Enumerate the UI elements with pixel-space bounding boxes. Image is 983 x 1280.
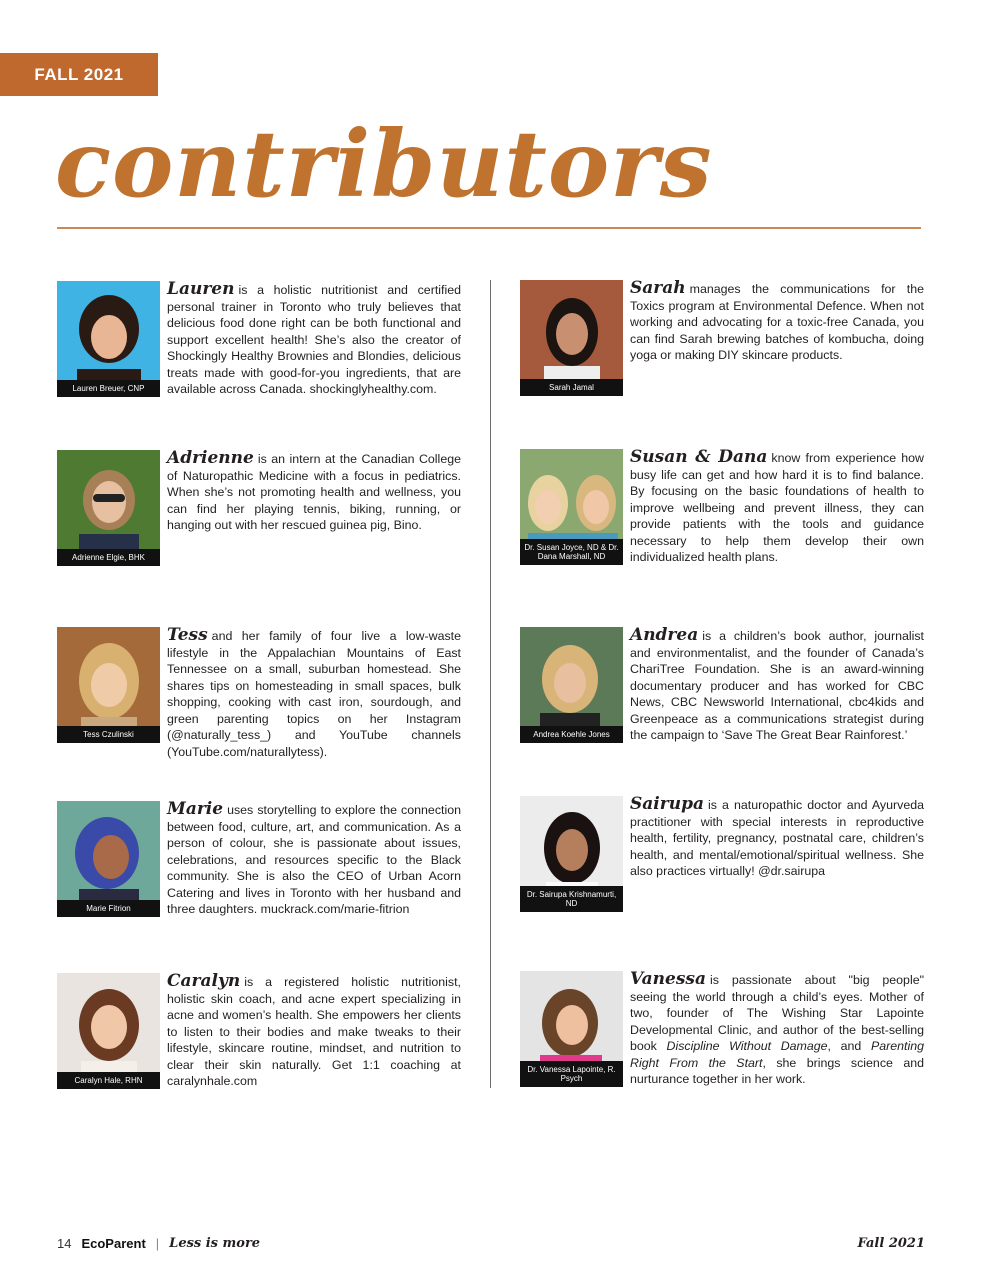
contributor-name: Caralyn <box>167 971 241 991</box>
photo-caption: Dr. Sairupa Krishnamurti, ND <box>520 886 623 912</box>
column-divider <box>490 280 491 1088</box>
title-rule <box>57 227 921 229</box>
portrait-photo <box>520 796 623 912</box>
portrait-photo <box>520 627 623 743</box>
portrait-photo <box>57 973 160 1089</box>
bio-text: Sarah manages the communications for the Toxics program at Environmental Defence. When not working and advocating for a toxic-free Canada, you can find Sarah brewing batches of kombucha, doing yoga or making DIY skincare products. <box>630 278 924 362</box>
photo-caption: Marie Fitrion <box>57 900 160 917</box>
contributor-name: Susan & Dana <box>630 447 768 467</box>
photo-caption: Adrienne Elgie, BHK <box>57 549 160 566</box>
issue-tagline: Less is more <box>169 1236 261 1251</box>
season-tab: FALL 2021 <box>0 53 158 96</box>
bio-text: Vanessa is passionate about "big people" seeing the world through a child’s eyes. Mother of two, founder of The Wishing Star Lapointe Developmental Clinic, and author of the best-selling book Discipline Without Damage, and Parenting Right From the Start, she brings science and nurturance together in her work. <box>630 969 925 1086</box>
magazine-brand: EcoParent <box>81 1236 146 1251</box>
photo-caption: Sarah Jamal <box>520 379 623 396</box>
bio-text: Marie uses storytelling to explore the connection between food, culture, art, and communication. As a person of colour, she is passionate about issues, celebrations, and resources specific to the Black community. She is also the CEO of Urban Acorn Catering and lives in Toronto with her husband and three daughters. muckrack.com/marie-fitrion <box>167 799 461 916</box>
issue-label: Fall 2021 <box>857 1236 925 1251</box>
bio-text: Andrea is a children’s book author, journalist and environmentalist, and the founder of Canada’s ChariTree Foundation. She is an award-winning documentary producer and has worked for CBC News, CBC Newsworld International, cbc4kids and Greenpeace as a communications strategist during the campaign to ‘Save The Great Bear Rainforest.’ <box>630 625 924 742</box>
bio-text: Adrienne is an intern at the Canadian College of Naturopathic Medicine with a focus in pediatrics. When she’s not promoting health and wellness, you can find her playing tennis, biking, running, or hanging out with her rescued guinea pig, Bino. <box>167 448 461 532</box>
contributor-name: Adrienne <box>167 448 254 468</box>
bio-text: Caralyn is a registered holistic nutritionist, holistic skin coach, and acne expert specializing in acne and women’s health. She empowers her clients to listen to their bodies and make tweaks to their lifestyle, skincare routine, mindset, and nutrition to clear their skin naturally. Get 1:1 coaching at caralynhale.com <box>167 971 461 1088</box>
portrait-photo <box>57 627 160 743</box>
book-title: Discipline Without Damage <box>666 1039 828 1053</box>
contributor-name: Andrea <box>630 625 699 645</box>
photo-caption: Dr. Susan Joyce, ND & Dr. Dana Marshall, ND <box>520 539 623 565</box>
bio-text: Sairupa is a naturopathic doctor and Ayurveda practitioner with special interests in reproductive health, fertility, pregnancy, postnatal care, children’s health, and mental/emotional/spiritual wellness. She also practices virtually! @dr.sairupa <box>630 794 924 878</box>
page-footer-left <box>57 1236 260 1251</box>
contributor-name: Sarah <box>630 278 686 298</box>
bio-text: Tess and her family of four live a low-waste lifestyle in the Appalachian Mountains of East Tennessee on a small, suburban homestead. She shares tips on homesteading in small spaces, bulk shopping, cooking with cast iron, sourdough, and green parenting topics on her Instagram (@naturally_tess_) and YouTube channels (YouTube.com/naturallytess). <box>167 625 461 759</box>
footer-separator: | <box>155 1236 160 1251</box>
page-title: contributors <box>55 110 713 218</box>
contributor-name: Marie <box>167 799 224 819</box>
page-number: 14 <box>57 1236 72 1251</box>
photo-caption: Tess Czulinski <box>57 726 160 743</box>
contributor-name: Lauren <box>167 279 235 299</box>
contributor-name: Vanessa <box>630 969 706 989</box>
photo-caption: Andrea Koehle Jones <box>520 726 623 743</box>
contributor-name: Tess <box>167 625 208 645</box>
portrait-photo <box>57 281 160 397</box>
portrait-photo <box>520 971 623 1087</box>
contributor-name: Sairupa <box>630 794 704 814</box>
bio-text: Susan & Dana know from experience how busy life can get and how hard it is to find balance. By focusing on the basic foundations of health to improve wellbeing and prevent illness, they can provide patients with the tools and guidance necessary to help them develop their own individualized health plans. <box>630 447 924 564</box>
portrait-photo <box>520 280 623 396</box>
photo-caption: Lauren Breuer, CNP <box>57 380 160 397</box>
book-title: Parenting Right From the Start <box>630 1039 924 1070</box>
portrait-photo <box>57 450 160 566</box>
portrait-photo <box>520 449 623 565</box>
bio-text: Lauren is a holistic nutritionist and certified personal trainer in Toronto who truly believes that delicious food done right can be both functional and support excellent health! She’s also the creator of Shockingly Healthy Brownies and Blondies, delicious treats made with good-for-you ingredients, that are available across Canada. shockinglyhealthy.com. <box>167 279 461 396</box>
portrait-photo <box>57 801 160 917</box>
photo-caption: Caralyn Hale, RHN <box>57 1072 160 1089</box>
photo-caption: Dr. Vanessa Lapointe, R. Psych <box>520 1061 623 1087</box>
